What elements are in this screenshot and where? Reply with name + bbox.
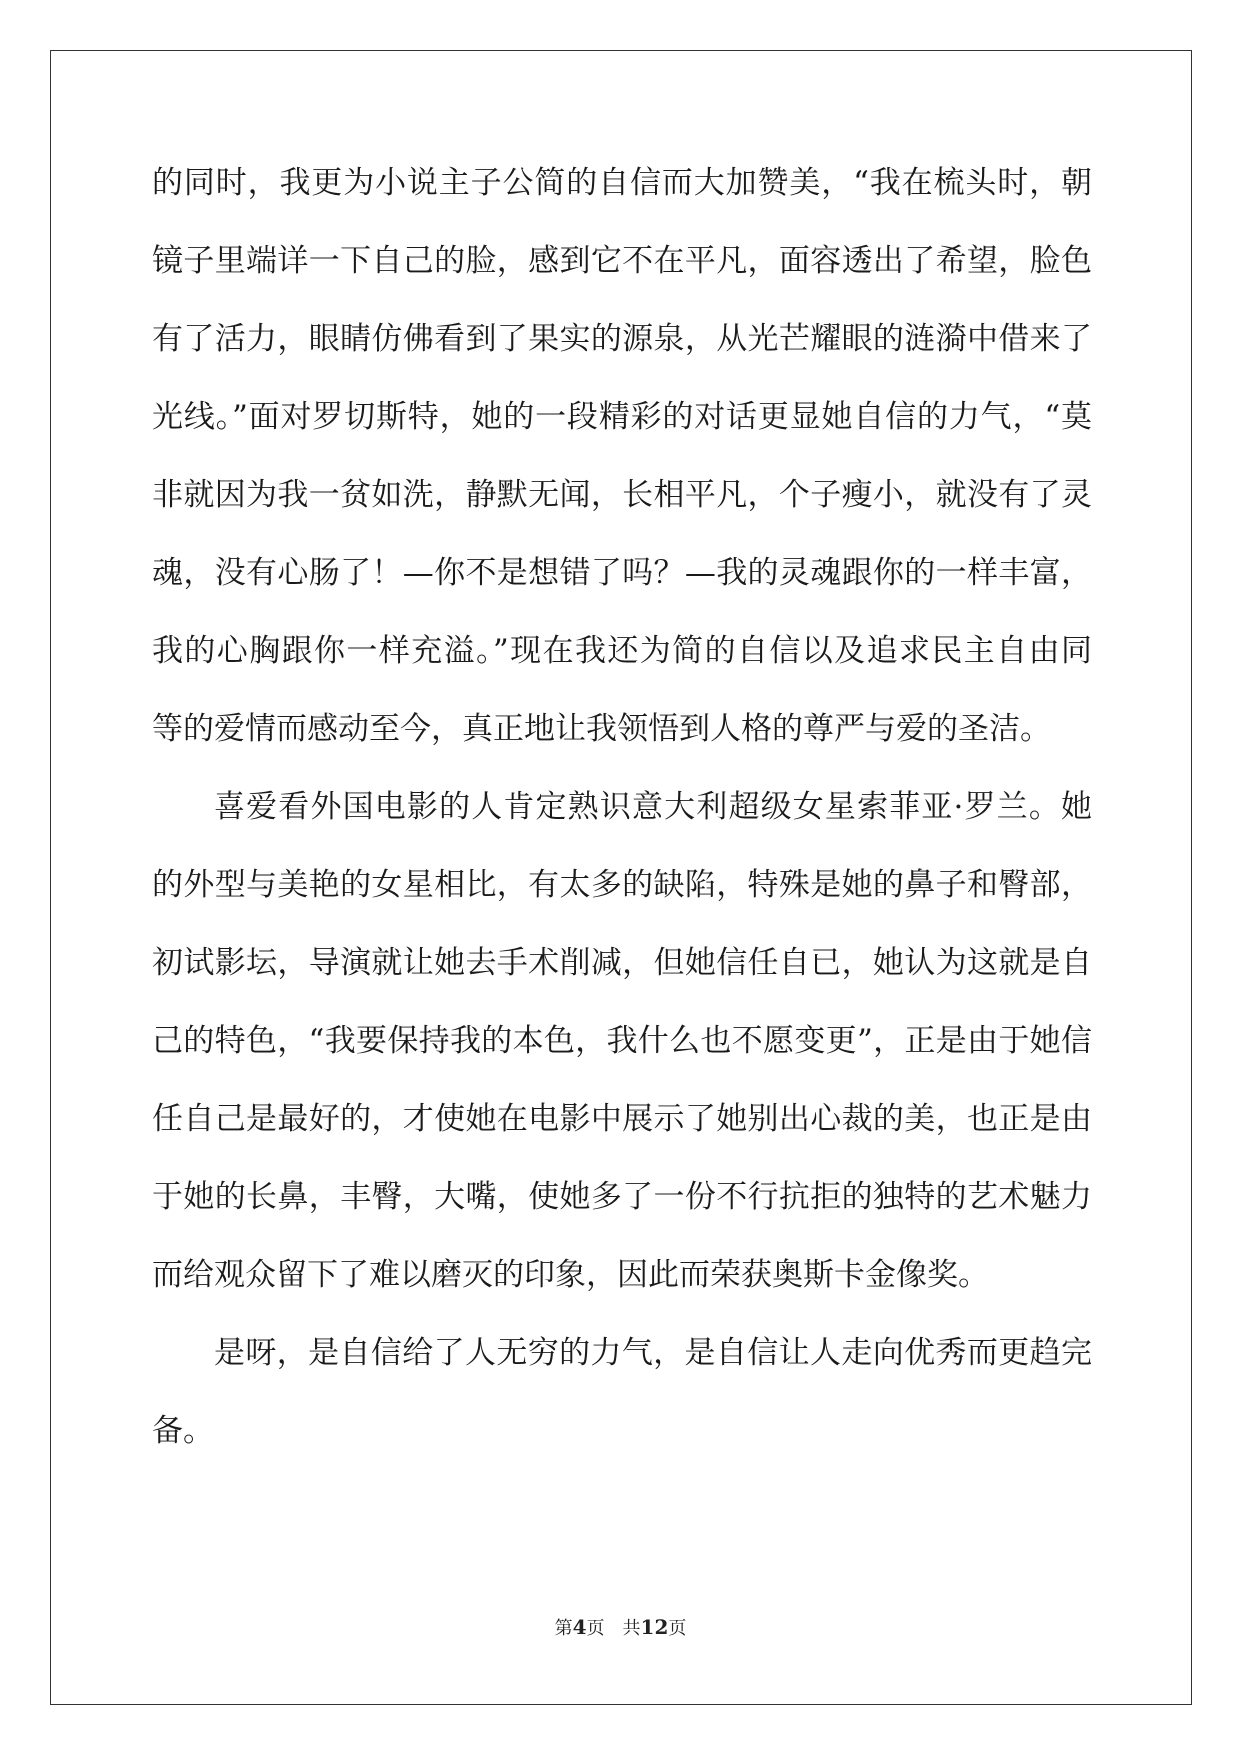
page-suffix: 页 [586,1618,605,1639]
total-pages: 12 [640,1615,669,1639]
document-body [152,153,1092,1479]
text-line: 的同时，我更为小说主子公简的自信而大加赞美，“我在梳头时，朝 [152,165,1092,201]
text-line: 于她的长鼻，丰臀，大嘴，使她多了一份不行抗拒的独特的艺术魅力 [152,1179,1092,1215]
text-line: 魂，没有心肠了！—你不是想错了吗？—我的灵魂跟你的一样丰富， [152,555,1092,591]
text-line: 镜子里端详一下自己的脸，感到它不在平凡，面容透出了希望，脸色 [152,243,1092,279]
paragraph-first-line: 喜爱看外国电影的人肯定熟识意大利超级女星索菲亚·罗兰。她 [214,789,1092,825]
page-prefix: 第 [554,1618,573,1639]
total-suffix: 页 [668,1618,687,1639]
text-line: 有了活力，眼睛仿佛看到了果实的源泉，从光芒耀眼的涟漪中借来了 [152,321,1092,357]
text-line: 光线。”面对罗切斯特，她的一段精彩的对话更显她自信的力气，“莫 [152,399,1092,435]
page-number: 4 [572,1615,587,1639]
text-line: 初试影坛，导演就让她去手术削减，但她信任自已，她认为这就是自 [152,945,1092,981]
total-prefix: 共 [622,1618,641,1639]
text-line: 等的爱情而感动至今，真正地让我领悟到人格的尊严与爱的圣洁。 [152,711,1051,747]
text-line: 己的特色，“我要保持我的本色，我什么也不愿变更”，正是由于她信 [152,1023,1092,1059]
text-line: 任自己是最好的，才使她在电影中展示了她别出心裁的美，也正是由 [152,1101,1092,1137]
page-footer [0,1612,1241,1644]
text-line: 的外型与美艳的女星相比，有太多的缺陷，特殊是她的鼻子和臀部， [152,867,1092,903]
text-line: 而给观众留下了难以磨灭的印象，因此而荣获奥斯卡金像奖。 [152,1257,989,1293]
paragraph-first-line: 是呀，是自信给了人无穷的力气，是自信让人走向优秀而更趋完 [214,1335,1092,1371]
text-line: 非就因为我一贫如洗，静默无闻，长相平凡，个子瘦小，就没有了灵 [152,477,1092,513]
text-line: 备。 [152,1413,214,1449]
text-line: 我的心胸跟你一样充溢。”现在我还为简的自信以及追求民主自由同 [152,633,1092,669]
